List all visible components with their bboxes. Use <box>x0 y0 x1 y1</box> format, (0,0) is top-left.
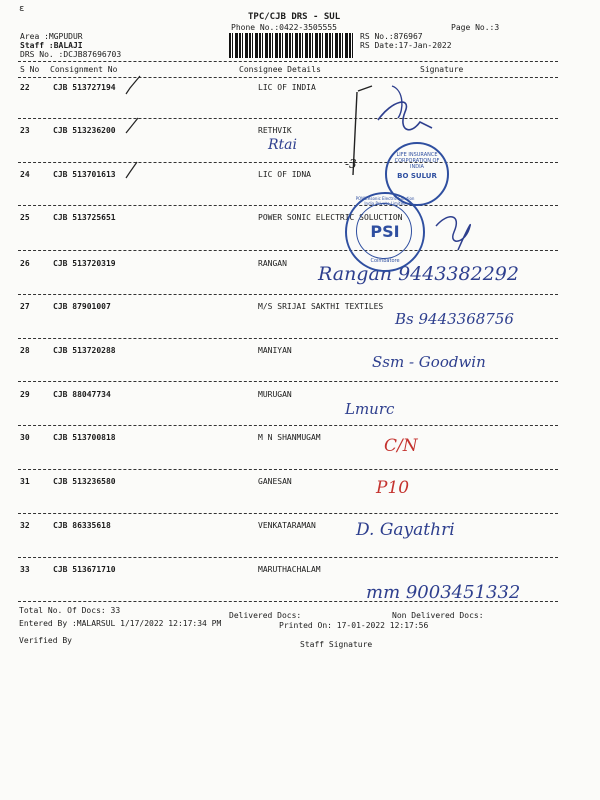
psi-stamp <box>345 192 425 272</box>
total-docs: Total No. Of Docs: 33 <box>19 606 121 615</box>
tick-icon <box>126 118 138 133</box>
row-consignee: M N SHANMUGAM <box>258 433 321 442</box>
row-consignment: CJB 513236580 <box>53 477 116 486</box>
signature-marutha: mm 9003451332 <box>366 582 521 603</box>
row-consignee: MANIYAN <box>258 346 292 355</box>
signature-maniyan: Ssm - Goodwin <box>372 353 486 371</box>
col-consignee: Consignee Details <box>239 65 321 74</box>
row-consignment: CJB 513700818 <box>53 433 116 442</box>
psi-city: Coimbatore <box>370 258 400 264</box>
row-consignee: VENKATARAMAN <box>258 521 316 530</box>
document-title: TPC/CJB DRS - SUL <box>248 12 341 22</box>
verified-by: Verified By <box>19 636 72 645</box>
non-delivered-docs: Non Delivered Docs: <box>392 611 484 620</box>
handwritten-p10: P10 <box>376 478 410 498</box>
row-consignee: MARUTHACHALAM <box>258 565 321 574</box>
row-consignment: CJB 513671710 <box>53 565 116 574</box>
staff-signature: Staff Signature <box>300 640 373 649</box>
lic-stamp-text: LIFE INSURANCE CORPORATION OF INDIA <box>394 152 440 170</box>
printed-on: Printed On: 17-01-2022 12:17:56 <box>279 621 429 630</box>
signature-stroke <box>378 102 432 130</box>
tick-icon <box>126 162 137 178</box>
signature-stroke <box>436 217 470 250</box>
row-sno: 25 <box>20 213 30 222</box>
row-consignment: CJB 513720288 <box>53 346 116 355</box>
drs-number: DRS No. :DCJB87696703 <box>20 50 122 59</box>
phone-number: Phone No.:0422-3505555 <box>231 23 337 32</box>
row-sno: 29 <box>20 390 30 399</box>
row-consignee: LIC OF INDIA <box>258 83 316 92</box>
row-sno: 23 <box>20 126 30 135</box>
row-sno: 26 <box>20 259 30 268</box>
row-consignment: CJB 513701613 <box>53 170 116 179</box>
corner-mark: ɛ <box>19 4 25 14</box>
page-number: Page No.:3 <box>451 23 500 32</box>
col-signature: Signature <box>420 65 464 74</box>
row-consignee: LIC OF IDNA <box>258 170 311 179</box>
row-consignment: CJB 87901007 <box>53 302 111 311</box>
signature-srijai: Bs 9443368756 <box>395 310 514 328</box>
handwritten-note: Rtai <box>268 137 297 153</box>
entered-by: Entered By :MALARSUL 1/17/2022 12:17:34 PM <box>19 619 222 628</box>
delivered-docs: Delivered Docs: <box>229 611 302 620</box>
rs-date: RS Date:17-Jan-2022 <box>360 41 452 50</box>
row-sno: 28 <box>20 346 30 355</box>
row-sno: 27 <box>20 302 30 311</box>
row-sno: 30 <box>20 433 30 442</box>
lic-stamp-inner: BO SULUR <box>397 172 437 180</box>
row-consignment: CJB 513720319 <box>53 259 116 268</box>
row-sno: 32 <box>20 521 30 530</box>
handwritten-cn: C/N <box>384 436 418 456</box>
row-sno: 31 <box>20 477 30 486</box>
row-sno: 22 <box>20 83 30 92</box>
row-sno: 33 <box>20 565 30 574</box>
row-consignee: RETHVIK <box>258 126 292 135</box>
row-consignee: GANESAN <box>258 477 292 486</box>
row-consignee: MURUGAN <box>258 390 292 399</box>
psi-ring-text: POWERsonic Electric Solution India Private Limited <box>355 196 415 206</box>
row-consignment: CJB 86335618 <box>53 521 111 530</box>
rs-number: RS No.:876967 <box>360 32 423 41</box>
signature-murugan: Lmurc <box>345 400 395 418</box>
row-consignee: M/S SRIJAI SAKTHI TEXTILES <box>258 302 384 311</box>
row-consignment: CJB 513725651 <box>53 213 116 222</box>
row-consignee: POWER SONIC ELECTRIC SOLUCTION <box>258 213 403 222</box>
row-sno: 24 <box>20 170 30 179</box>
row-consignment: CJB 513727194 <box>53 83 116 92</box>
row-consignee: RANGAN <box>258 259 287 268</box>
area-field: Area :MGPUDUR <box>20 32 83 41</box>
col-consignment: Consignment No <box>50 65 118 74</box>
row-consignment: CJB 88047734 <box>53 390 111 399</box>
signature-venkat: D. Gayathri <box>356 520 455 540</box>
col-sno: S No <box>20 65 40 74</box>
row-consignment: CJB 513236200 <box>53 126 116 135</box>
staff-field: Staff :BALAJI <box>20 41 83 50</box>
tick-icon <box>126 76 140 94</box>
signature-rangan: Rangan 9443382292 <box>318 263 519 285</box>
handwritten-mark: -3 <box>345 157 357 171</box>
psi-logo-text: PSI <box>370 222 400 241</box>
